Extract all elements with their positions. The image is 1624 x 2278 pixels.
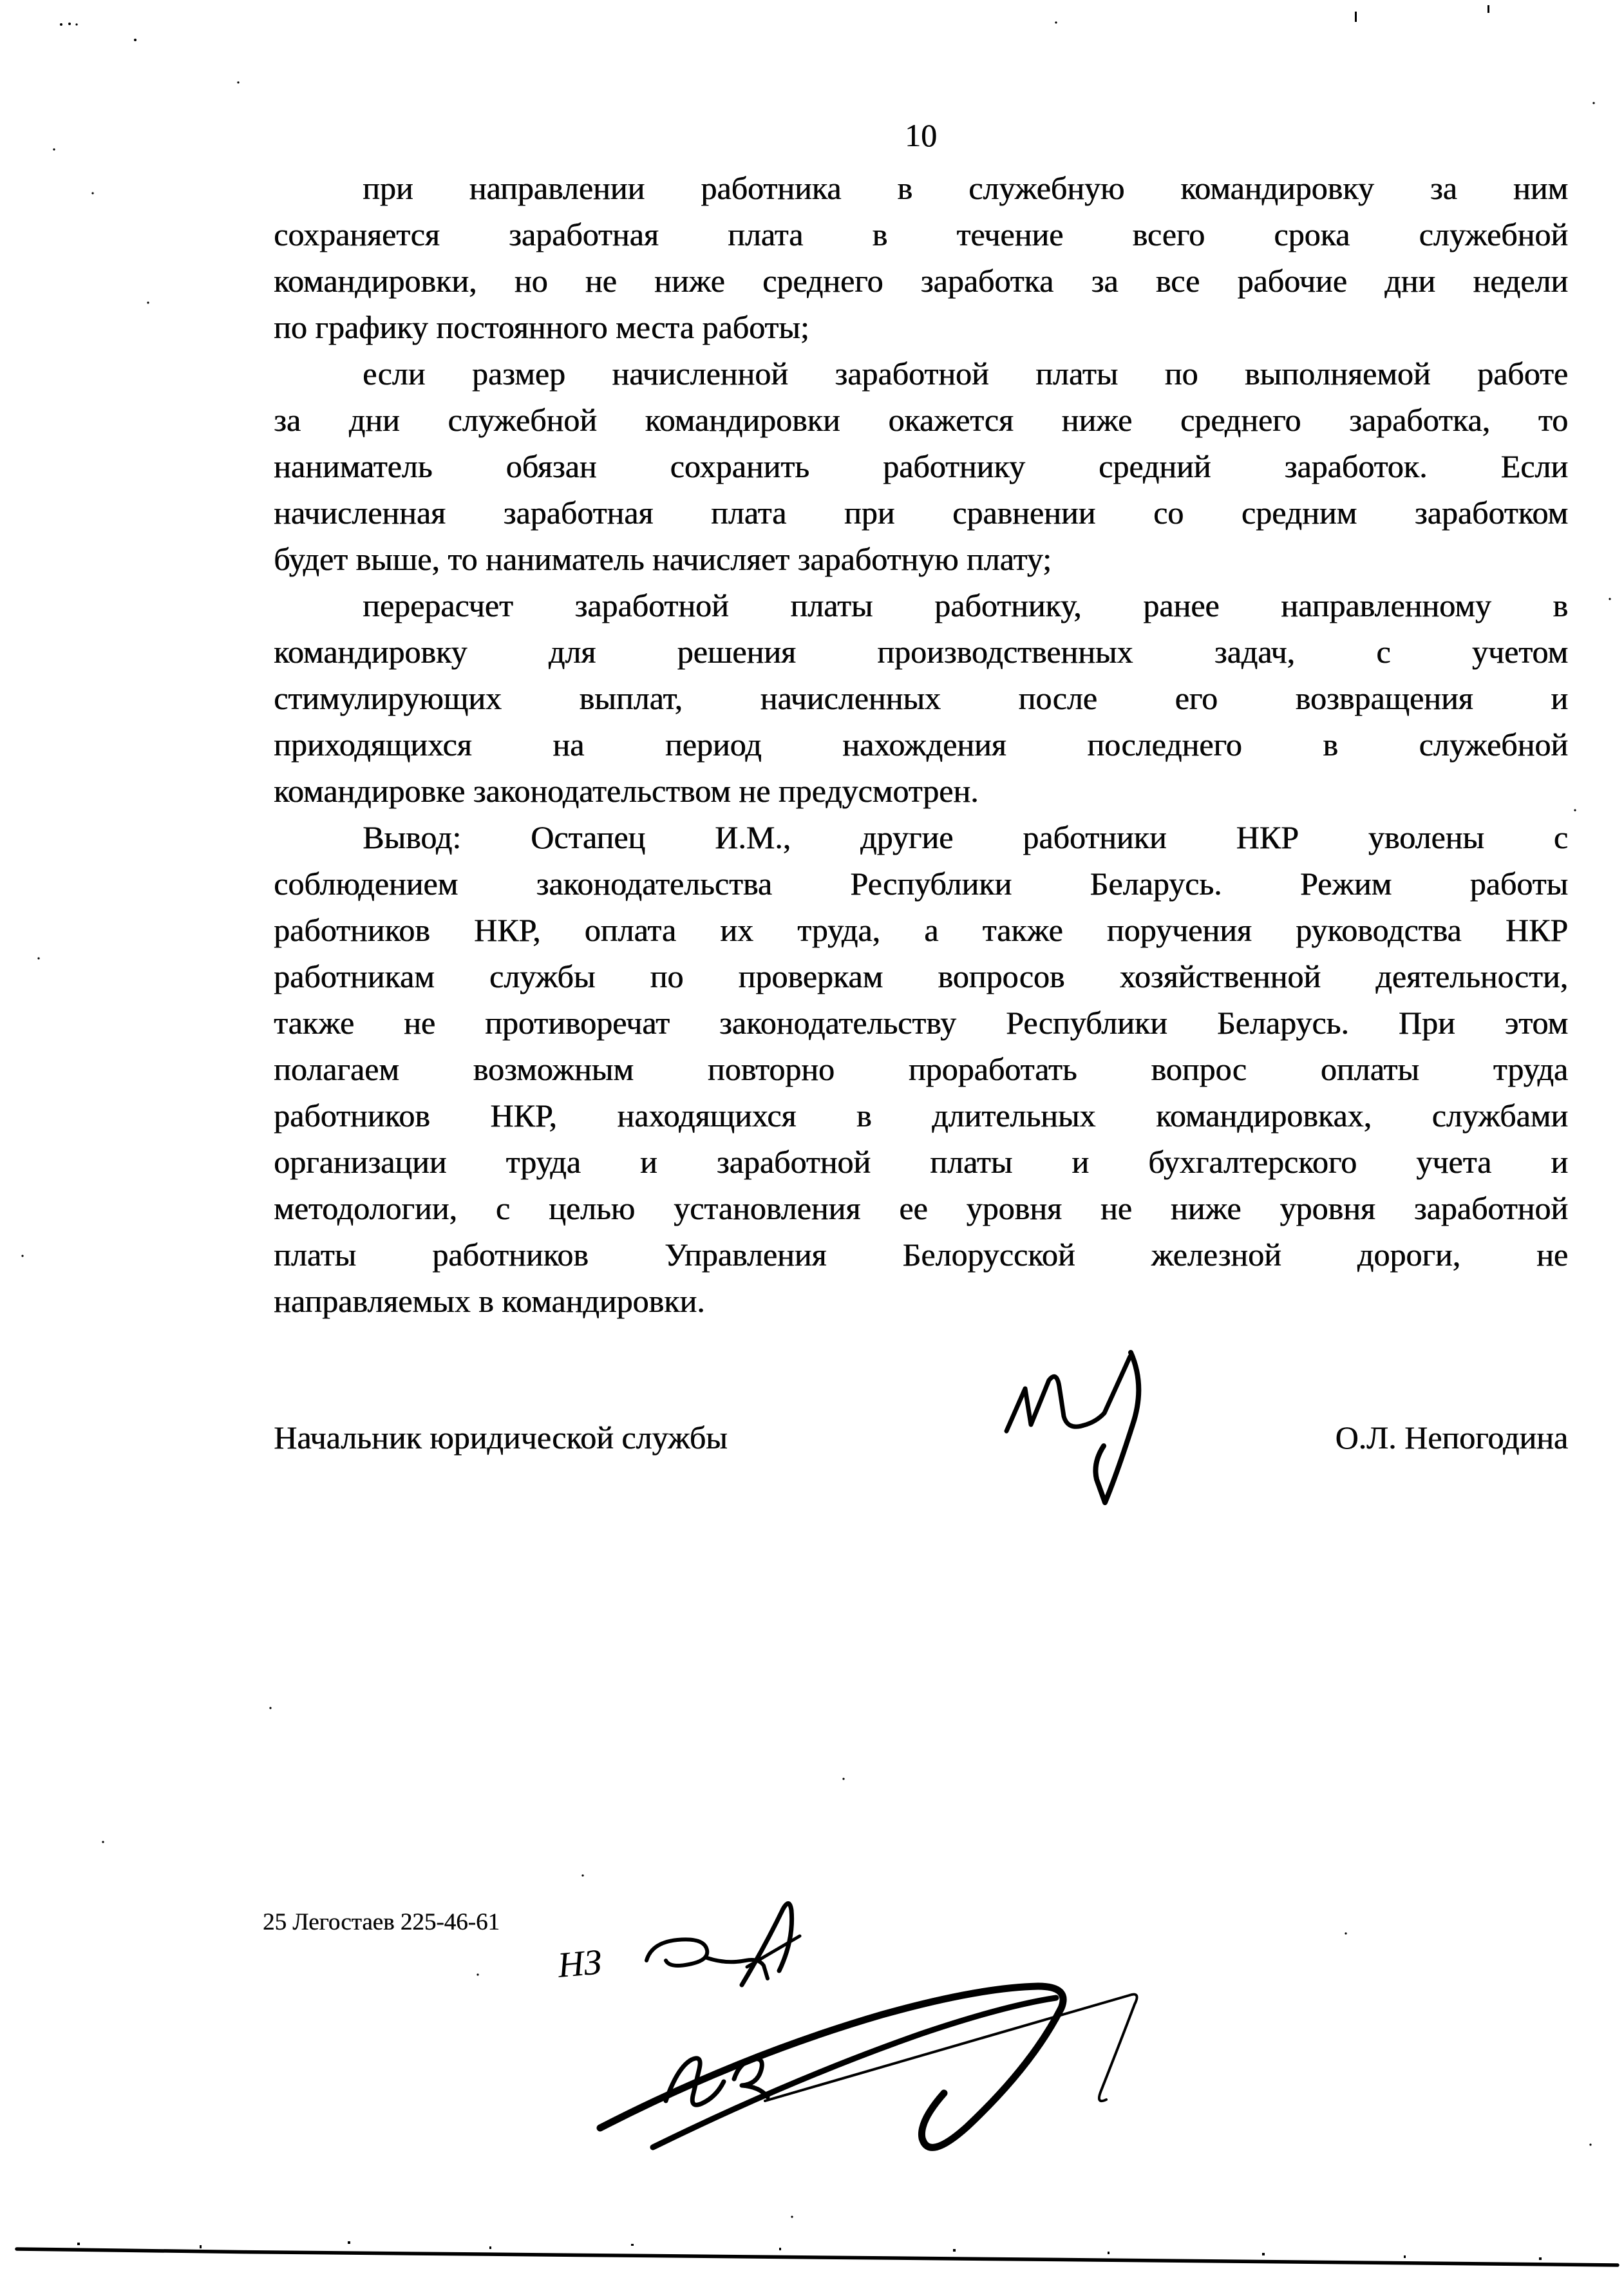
body-line: командировку для решения производственных задач, с учетом: [274, 634, 1568, 670]
body-line: стимулирующих выплат, начисленных после его возвращения и: [274, 680, 1568, 716]
body-line: наниматель обязан сохранить работнику средний заработок. Если: [274, 448, 1568, 484]
handwritten-signature-large: [600, 1986, 1137, 2147]
body-line: перерасчет заработной платы работнику, ранее направленному в: [363, 587, 1568, 623]
body-line: работников НКР, находящихся в длительных командировках, службами: [274, 1097, 1568, 1134]
body-line: если размер начисленной заработной платы по выполняемой работе: [363, 356, 1568, 392]
body-line: Вывод: Остапец И.М., другие работники НКР уволены с: [363, 819, 1568, 855]
body-line: приходящихся на период нахождения последнего в служебной: [274, 726, 1568, 763]
signer-position-title: Начальник юридической службы: [274, 1419, 728, 1456]
signer-name: О.Л. Непогодина: [1335, 1419, 1568, 1456]
body-line: сохраняется заработная плата в течение всего срока служебной: [274, 216, 1568, 252]
body-line: также не противоречат законодательству Республики Беларусь. При этом: [274, 1005, 1568, 1041]
body-line: по графику постоянного места работы;: [274, 309, 809, 345]
body-line: полагаем возможным повторно проработать вопрос оплаты труда: [274, 1051, 1568, 1087]
handwritten-note: НЗ: [556, 1942, 604, 1986]
body-line: платы работников Управления Белорусской железной дороги, не: [274, 1237, 1568, 1273]
body-line: командировки, но не ниже среднего заработка за все рабочие дни недели: [274, 263, 1568, 299]
body-line: работникам службы по проверкам вопросов хозяйственной деятельности,: [274, 958, 1568, 994]
body-line: за дни служебной командировки окажется ниже среднего заработка, то: [274, 402, 1568, 438]
body-line: соблюдением законодательства Республики Беларусь. Режим работы: [274, 866, 1568, 902]
page-number: 10: [905, 117, 937, 153]
body-line: методологии, с целью установления ее уровня не ниже уровня заработной: [274, 1190, 1568, 1226]
body-line: командировке законодательством не предусмотрен.: [274, 773, 979, 809]
executive-signature-icon: [1006, 1353, 1138, 1503]
body-line: работников НКР, оплата их труда, а также поручения руководства НКР: [274, 912, 1568, 948]
body-line: организации труда и заработной платы и бухгалтерского учета и: [274, 1144, 1568, 1180]
body-line: при направлении работника в служебную командировку за ним: [363, 170, 1568, 206]
handwritten-signature-small: [647, 1903, 800, 1985]
scan-noise: [21, 5, 1610, 2218]
body-line: направляемых в командировки.: [274, 1283, 705, 1319]
body-line: начисленная заработная плата при сравнении со средним заработком: [274, 495, 1568, 531]
body-line: будет выше, то наниматель начисляет заработную плату;: [274, 541, 1052, 577]
footer-reference: 25 Легостаев 225-46-61: [263, 1909, 500, 1935]
scan-artifact-line: [17, 2241, 1618, 2265]
